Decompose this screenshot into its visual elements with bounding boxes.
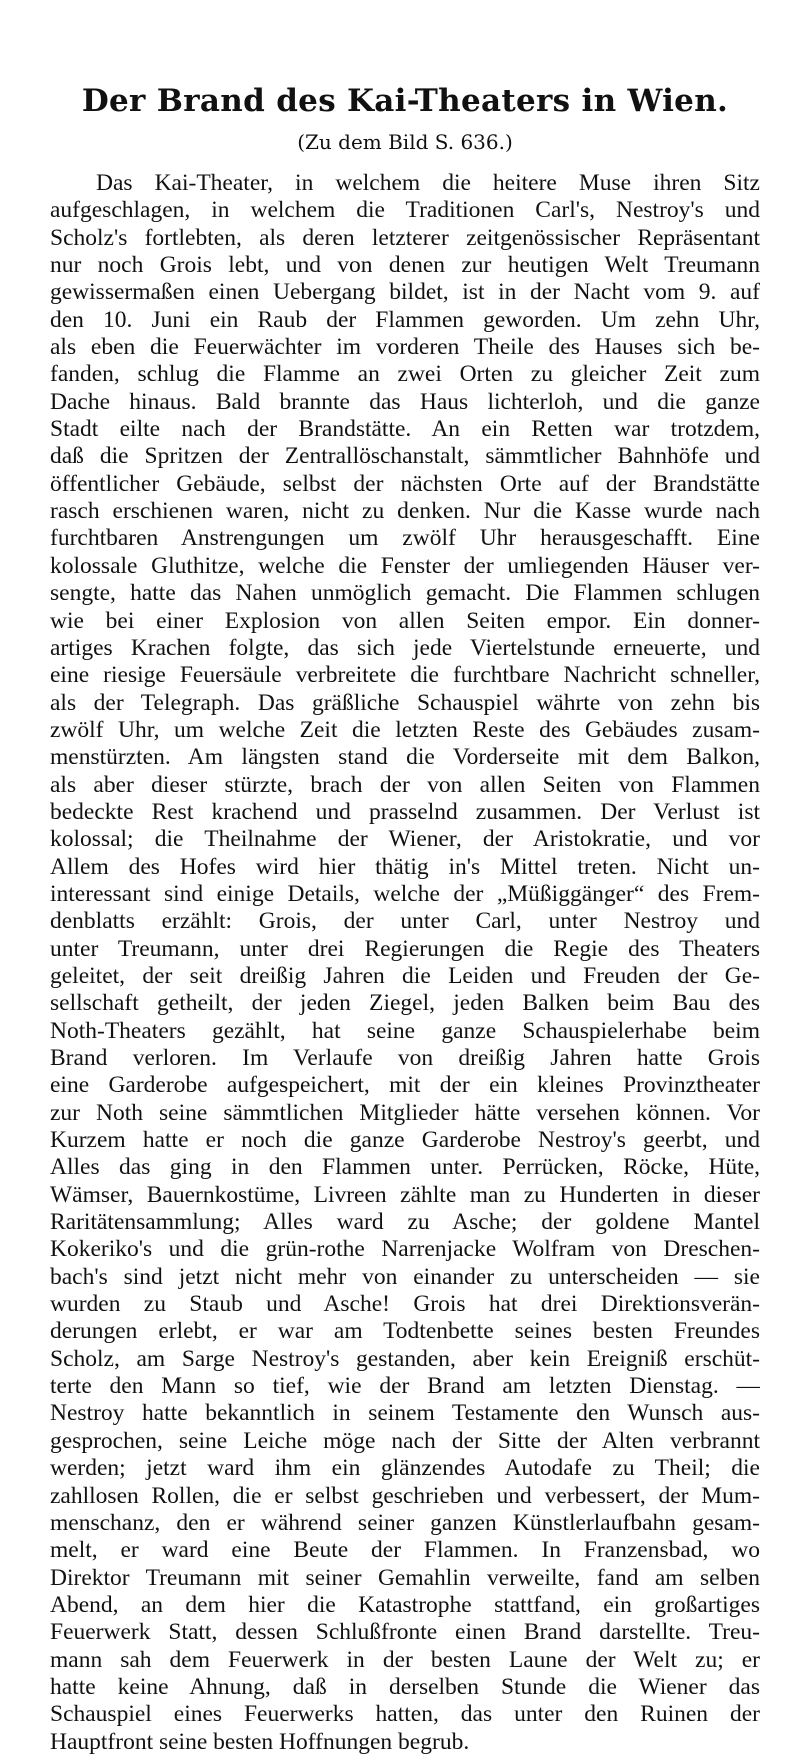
text-line: Das Kai-Theater, in welchem die heitere Muse ihren Sitz <box>96 170 760 196</box>
text-line: furchtbaren Anstrengungen um zwölf Uhr herausgeschafft. Eine <box>50 525 760 552</box>
article-body <box>50 170 760 1756</box>
text-line: wurden zu Staub und Asche! Grois hat drei Direktionsverän- <box>50 1291 760 1318</box>
text-line: interessant sind einige Details, welche der „Müßiggänger“ des Frem- <box>50 880 760 907</box>
text-line: fanden, schlug die Flamme an zwei Orten zu gleicher Zeit zum <box>50 361 760 388</box>
article-subtitle: (Zu dem Bild S. 636.) <box>297 130 513 154</box>
text-line: sengte, hatte das Nahen unmöglich gemacht. Die Flammen schlugen <box>50 580 760 607</box>
text-line: Allem des Hofes wird hier thätig in's Mittel treten. Nicht un- <box>50 853 760 880</box>
text-line: Abend, an dem hier die Katastrophe stattfand, ein großartiges <box>50 1591 760 1618</box>
text-line: Direktor Treumann mit seiner Gemahlin verweilte, fand am selben <box>50 1564 760 1591</box>
text-line: Schauspiel eines Feuerwerks hatten, das unter den Ruinen der <box>50 1701 760 1728</box>
text-line: Scholz's fortlebten, als deren letzterer zeitgenössischer Repräsentant <box>50 224 760 251</box>
text-line: zur Noth seine sämmtlichen Mitglieder hätte versehen können. Vor <box>50 1099 760 1126</box>
text-line: Wämser, Bauernkostüme, Livreen zählte man zu Hunderten in dieser <box>50 1181 760 1208</box>
text-line: als der Telegraph. Das gräßliche Schauspiel währte von zehn bis <box>50 689 760 716</box>
text-line: Stadt eilte nach der Brandstätte. An ein Retten war trotzdem, <box>50 416 760 443</box>
text-line: wie bei einer Explosion von allen Seiten empor. Ein donner- <box>50 607 760 634</box>
text-line: artiges Krachen folgte, das sich jede Viertelstunde erneuerte, und <box>50 634 760 661</box>
text-line: sellschaft getheilt, der jeden Ziegel, jeden Balken beim Bau des <box>50 990 760 1017</box>
text-line: melt, er ward eine Beute der Flammen. In Franzensbad, wo <box>50 1537 760 1564</box>
text-line: Nestroy hatte bekanntlich in seinem Testamente den Wunsch aus- <box>50 1400 760 1427</box>
text-line: menstürzten. Am längsten stand die Vorderseite mit dem Balkon, <box>50 744 760 771</box>
text-line: nur noch Grois lebt, und von denen zur heutigen Welt Treumann <box>50 252 760 279</box>
text-line: terte den Mann so tief, wie der Brand am letzten Dienstag. — <box>50 1373 760 1400</box>
text-line: zahllosen Rollen, die er selbst geschrieben und verbessert, der Mum- <box>50 1482 760 1509</box>
text-line: kolossale Gluthitze, welche die Fenster der umliegenden Häuser ver- <box>50 552 760 579</box>
text-line: den 10. Juni ein Raub der Flammen geworden. Um zehn Uhr, <box>50 306 760 333</box>
text-line: Raritätensammlung; Alles ward zu Asche; der goldene Mantel <box>50 1209 760 1236</box>
text-line: werden; jetzt ward ihm ein glänzendes Autodafe zu Theil; die <box>50 1455 760 1482</box>
text-line: aufgeschlagen, in welchem die Traditionen Carl's, Nestroy's und <box>50 197 760 224</box>
text-line: unter Treumann, unter drei Regierungen die Regie des Theaters <box>50 935 760 962</box>
text-line: Dache hinaus. Bald brannte das Haus lichterloh, und die ganze <box>50 388 760 415</box>
text-line: bach's sind jetzt nicht mehr von einander zu unterscheiden — sie <box>50 1263 760 1290</box>
text-line: derungen erlebt, er war am Todtenbette seines besten Freundes <box>50 1318 760 1345</box>
text-line: öffentlicher Gebäude, selbst der nächsten Orte auf der Brandstätte <box>50 470 760 497</box>
text-line: Noth-Theaters gezählt, hat seine ganze Schauspielerhabe beim <box>50 1017 760 1044</box>
text-line: hatte keine Ahnung, daß in derselben Stunde die Wiener das <box>50 1673 760 1700</box>
text-line: Kurzem hatte er noch die ganze Garderobe Nestroy's geerbt, und <box>50 1127 760 1154</box>
text-line: zwölf Uhr, um welche Zeit die letzten Reste des Gebäudes zusam- <box>50 716 760 743</box>
text-line: Kokeriko's und die grün-rothe Narrenjacke Wolfram von Dreschen- <box>50 1236 760 1263</box>
text-line: kolossal; die Theilnahme der Wiener, der Aristokratie, und vor <box>50 826 760 853</box>
text-line: Feuerwerk Statt, dessen Schlußfronte einen Brand darstellte. Treu- <box>50 1619 760 1646</box>
text-line: Brand verloren. Im Verlaufe von dreißig Jahren hatte Grois <box>50 1045 760 1071</box>
text-line: Alles das ging in den Flammen unter. Perrücken, Röcke, Hüte, <box>50 1154 760 1181</box>
text-line: eine Garderobe aufgespeichert, mit der ein kleines Provinztheater <box>50 1072 760 1099</box>
text-line: menschanz, den er während seiner ganzen Künstlerlaufbahn gesam- <box>50 1509 760 1536</box>
text-line: Scholz, am Sarge Nestroy's gestanden, aber kein Ereigniß erschüt- <box>50 1345 760 1372</box>
text-line: Hauptfront seine besten Hoffnungen begrub. <box>50 1728 470 1755</box>
text-line: mann sah dem Feuerwerk in der besten Laune der Welt zu; er <box>50 1646 760 1673</box>
text-line: gesprochen, seine Leiche möge nach der Sitte der Alten verbrannt <box>50 1427 760 1454</box>
text-line: als aber dieser stürzte, brach der von allen Seiten von Flammen <box>50 771 760 798</box>
text-line: als eben die Feuerwächter im vorderen Theile des Hauses sich be- <box>50 334 760 361</box>
text-line: daß die Spritzen der Zentrallöschanstalt, sämmtlicher Bahnhöfe und <box>50 443 760 470</box>
text-line: bedeckte Rest krachend und prasselnd zusammen. Der Verlust ist <box>50 798 760 825</box>
text-line: eine riesige Feuersäule verbreitete die furchtbare Nachricht schneller, <box>50 662 760 689</box>
text-line: rasch erschienen waren, nicht zu denken. Nur die Kasse wurde nach <box>50 498 760 525</box>
article-title: Der Brand des Kai-Theaters in Wien. <box>81 83 729 119</box>
text-line: denblatts erzählt: Grois, der unter Carl, unter Nestroy und <box>50 908 760 935</box>
text-line: geleitet, der seit dreißig Jahren die Leiden und Freuden der Ge- <box>50 962 760 989</box>
text-line: gewissermaßen einen Uebergang bildet, ist in der Nacht vom 9. auf <box>50 279 760 306</box>
